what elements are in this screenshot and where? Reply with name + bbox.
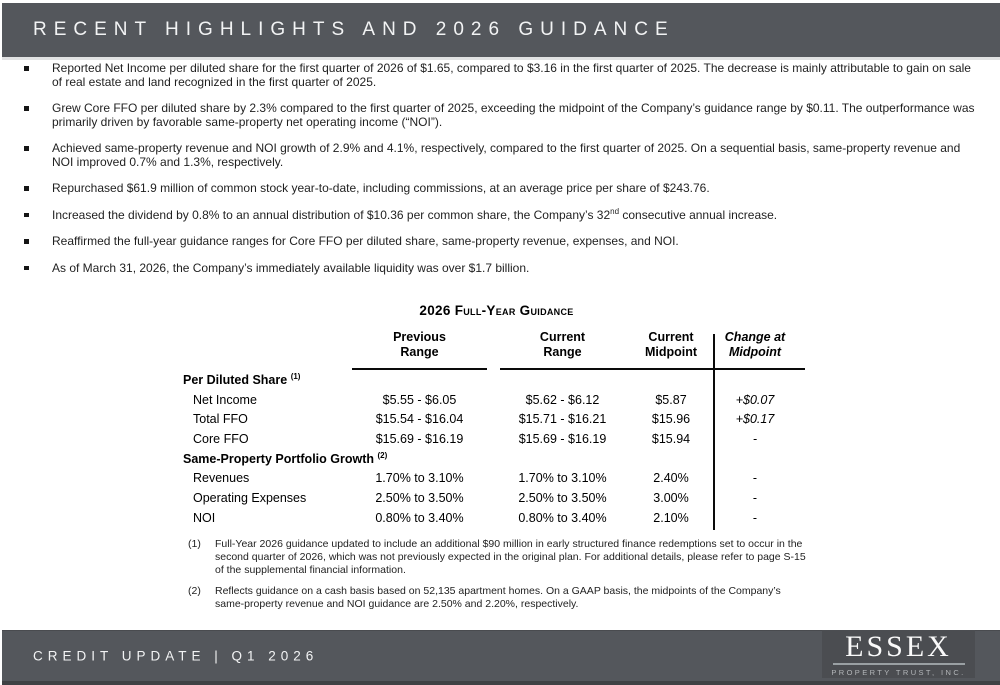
cell-previous-range: 1.70% to 3.10% [375, 471, 464, 486]
essex-logo-rule [833, 663, 965, 665]
cell-change-at-midpoint: +$0.07 [735, 392, 775, 407]
table-title: 2026 Full-Year Guidance [419, 303, 574, 318]
column-header-current-midpoint: Current Midpoint [644, 330, 698, 359]
bullet-square-icon [24, 266, 29, 271]
footer-bar [2, 630, 1000, 685]
section-label: Same-Property Portfolio Growth $^{(2)}$ [183, 450, 388, 466]
header-bar [2, 3, 1000, 57]
table-row [183, 429, 804, 449]
cell-current-midpoint: 2.10% [653, 510, 689, 525]
essex-logo-wordmark: ESSEX [845, 630, 952, 663]
highlights-list [23, 62, 975, 288]
bullet-square-icon [24, 146, 29, 151]
cell-current-range: 1.70% to 3.10% [518, 471, 607, 486]
row-label: Operating Expenses [193, 490, 307, 505]
bullet-square-icon [24, 213, 29, 218]
list-item [23, 262, 975, 276]
cell-current-range: $15.69 - $16.19 [518, 431, 607, 446]
cell-current-range: 2.50% to 3.50% [518, 490, 607, 505]
page-title: RECENT HIGHLIGHTS AND 2026 GUIDANCE [33, 19, 675, 40]
table-row [183, 468, 804, 488]
section-label: Per Diluted Share $^{(1)}$ [183, 371, 301, 387]
cell-current-midpoint: 2.40% [653, 471, 689, 486]
footer-label: CREDIT UPDATE | Q1 2026 [33, 648, 319, 664]
cell-change-at-midpoint: - [752, 471, 758, 486]
cell-change-at-midpoint: - [752, 490, 758, 505]
bullet-square-icon [24, 186, 29, 191]
cell-previous-range: $15.69 - $16.19 [375, 431, 464, 446]
cell-previous-range: 0.80% to 3.40% [375, 510, 464, 525]
footnote-1 [188, 538, 812, 577]
cell-current-midpoint: $5.87 [655, 392, 687, 407]
table-row [183, 488, 804, 508]
cell-previous-range: $5.55 - $6.05 [382, 392, 457, 407]
column-header-change-at-midpoint: Change at Midpoint [724, 330, 786, 359]
cell-current-midpoint: $15.94 [651, 431, 691, 446]
table-row [183, 508, 804, 528]
table-row [183, 390, 804, 410]
list-item [23, 206, 975, 223]
cell-previous-range: 2.50% to 3.50% [375, 490, 464, 505]
bullet-square-icon [24, 66, 29, 71]
column-header-previous-range: Previous Range [393, 330, 446, 359]
list-item [23, 62, 975, 89]
bullet-text: Reaffirmed the full-year guidance ranges for Core FFO per diluted share, same-property revenue, expenses, and NOI. [52, 234, 679, 248]
footnote-text: Full-Year 2026 guidance updated to include an additional $90 million in early structured finance redemptions set to occur in the second quarter of 2026, which was not previously expected in the original plan. For additional details, please refer to page S-15 of the supplemental financial information. [215, 538, 806, 576]
cell-current-midpoint: 3.00% [653, 490, 689, 505]
row-label: Total FFO [193, 412, 248, 427]
bullet-text: As of March 31, 2026, the Company’s immediately available liquidity was over $1.7 billion. [52, 260, 530, 275]
table-header-row [183, 330, 804, 370]
essex-logo-subtitle: PROPERTY TRUST, INC. [831, 667, 966, 677]
footnote-ref-marker: (1) [290, 371, 301, 381]
essex-logo [822, 630, 975, 678]
footnote-ref-marker: (2) [377, 450, 388, 460]
list-item [23, 142, 975, 169]
row-label: Core FFO [193, 431, 249, 446]
row-label: Revenues [193, 471, 250, 486]
list-item [23, 102, 975, 129]
footnote-text: Reflects guidance on a cash basis based on 52,135 apartment homes. On a GAAP basis, the midpoints of the Company’s same-property revenue and NOI guidance are 2.50% and 2.20%, respectively. [215, 585, 781, 610]
current-columns-underline [500, 368, 805, 370]
cell-change-at-midpoint: - [752, 431, 758, 446]
bullet-text: consecutive annual increase. [619, 207, 778, 222]
list-item [23, 182, 975, 196]
bullet-text: Repurchased $61.9 million of common stock year-to-date, including commissions, at an average price per share of $243.76. [52, 181, 710, 195]
footnotes [188, 538, 812, 619]
previous-range-underline [352, 368, 487, 370]
section-row-same-property-portfolio-growth [183, 449, 804, 469]
row-label: Net Income [193, 392, 257, 407]
bullet-text: Increased the dividend by 0.8% to an annual distribution of $10.36 per common share, the Company’s 32 [52, 207, 611, 222]
footnote-number: (2) [188, 585, 201, 597]
cell-change-at-midpoint: - [752, 510, 758, 525]
ordinal-superscript: nd [610, 206, 620, 216]
column-header-current-range: Current Range [539, 330, 586, 359]
cell-current-midpoint: $15.96 [651, 412, 691, 427]
section-row-per-diluted-share [183, 370, 804, 390]
bullet-text: Grew Core FFO per diluted share by 2.3% compared to the first quarter of 2025, exceeding the midpoint of the Company’s guidance range by $0.11. The outperformance was primarily driven by favorable same-property net operating income (“NOI”). [52, 101, 975, 129]
change-column-divider [713, 334, 715, 530]
cell-current-range: 0.80% to 3.40% [518, 510, 607, 525]
cell-current-range: $15.71 - $16.21 [518, 412, 607, 427]
bullet-square-icon [24, 106, 29, 111]
cell-change-at-midpoint: +$0.17 [735, 412, 775, 427]
bullet-text: Reported Net Income per diluted share for the first quarter of 2026 of $1.65, compared to $3.16 in the first quarter of 2025. The decrease is mainly attributable to gain on sale of real estate and land recognized in the first quarter of 2025. [52, 61, 971, 89]
bullet-square-icon [24, 239, 29, 244]
list-item [23, 235, 975, 249]
footnote-2 [188, 585, 812, 611]
footnote-number: (1) [188, 538, 201, 550]
guidance-table [183, 330, 804, 528]
bullet-text: Achieved same-property revenue and NOI growth of 2.9% and 4.1%, respectively, compared to the first quarter of 2025. On a sequential basis, same-property revenue and NOI improved 0.7% and 1.3%, respectively. [52, 141, 961, 169]
cell-current-range: $5.62 - $6.12 [525, 392, 600, 407]
row-label: NOI [193, 510, 216, 525]
table-row [183, 409, 804, 429]
cell-previous-range: $15.54 - $16.04 [375, 412, 464, 427]
